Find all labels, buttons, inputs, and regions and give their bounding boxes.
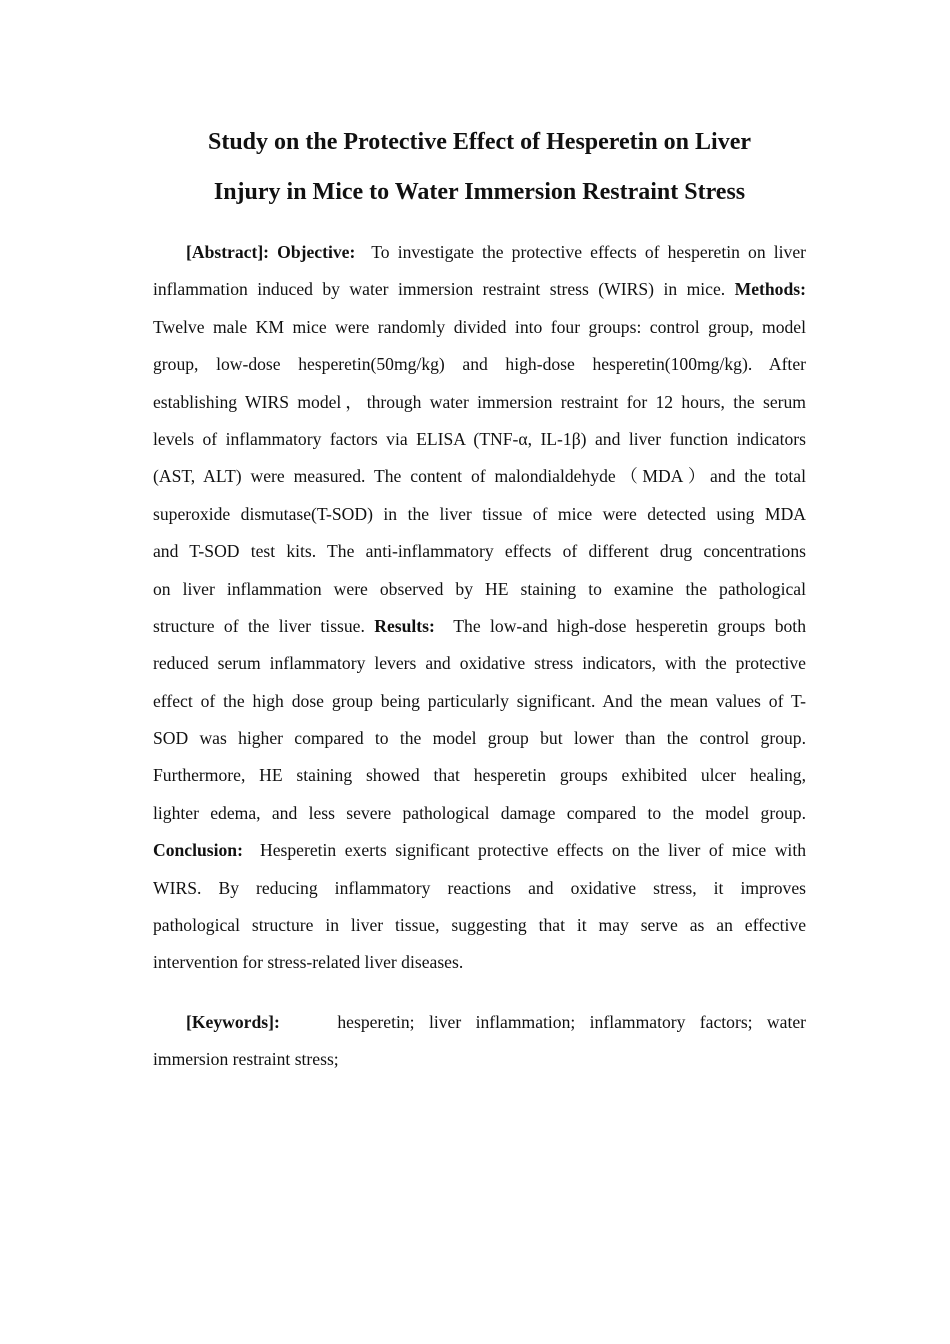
abstract-line: effect of the high dose group being particularly significant. And the mean values of T- — [153, 690, 806, 711]
abstract-line: [Abstract]: Objective: To investigate the protective effects of hesperetin on liver — [186, 242, 806, 262]
methods-label: Methods: — [734, 279, 806, 300]
title-line-1: Study on the Protective Effect of Hesperetin on Liver — [207, 129, 751, 155]
abstract-label: [Abstract]: — [186, 242, 270, 262]
abstract-line: structure of the liver tissue. Results: The low-and high-dose hesperetin groups both — [153, 615, 806, 636]
keywords-line: immersion restraint stress; — [153, 1049, 339, 1070]
abstract-section — [153, 234, 806, 982]
abstract-line: pathological structure in liver tissue, suggesting that it may serve as an effective — [153, 915, 806, 936]
paper-title — [153, 117, 806, 217]
abstract-line: levels of inflammatory factors via ELISA (TNF-α, IL-1β) and liver function indicators — [153, 428, 806, 449]
abstract-line: establishing WIRS model，through water immersion restraint for 12 hours, the serum — [153, 391, 806, 412]
keywords-line: [Keywords]: hesperetin; liver inflammation; inflammatory factors; water — [186, 1012, 807, 1032]
abstract-line: inflammation induced by water immersion restraint stress (WIRS) in mice. Methods: — [153, 279, 806, 300]
abstract-line: on liver inflammation were observed by HE staining to examine the pathological — [153, 578, 806, 599]
title-line-2: Injury in Mice to Water Immersion Restraint Stress — [213, 179, 746, 205]
abstract-line: SOD was higher compared to the model group but lower than the control group. — [153, 728, 806, 749]
objective-label: Objective: — [277, 242, 356, 262]
abstract-line: Furthermore, HE staining showed that hesperetin groups exhibited ulcer healing, — [153, 765, 806, 786]
abstract-line: intervention for stress-related liver diseases. — [153, 952, 464, 973]
abstract-line: Twelve male KM mice were randomly divided into four groups: control group, model — [153, 316, 806, 337]
abstract-line: superoxide dismutase(T-SOD) in the liver tissue of mice were detected using MDA — [153, 503, 806, 524]
abstract-line: group, low-dose hesperetin(50mg/kg) and high-dose hesperetin(100mg/kg). After — [153, 354, 806, 375]
abstract-line: lighter edema, and less severe pathological damage compared to the model group. — [153, 802, 806, 823]
abstract-line: and T-SOD test kits. The anti-inflammatory effects of different drug concentrations — [153, 541, 806, 562]
keywords-section — [153, 1004, 806, 1079]
conclusion-label: Conclusion: — [153, 840, 243, 861]
abstract-line: Conclusion: Hesperetin exerts significant protective effects on the liver of mice with — [153, 840, 807, 861]
abstract-line: reduced serum inflammatory levers and oxidative stress indicators, with the protective — [153, 653, 806, 674]
abstract-line: WIRS. By reducing inflammatory reactions and oxidative stress, it improves — [153, 877, 806, 898]
results-label: Results: — [374, 615, 435, 636]
abstract-line: (AST, ALT) were measured. The content of malondialdehyde（MDA）and the total — [153, 466, 806, 487]
keywords-label: [Keywords]: — [186, 1012, 280, 1032]
